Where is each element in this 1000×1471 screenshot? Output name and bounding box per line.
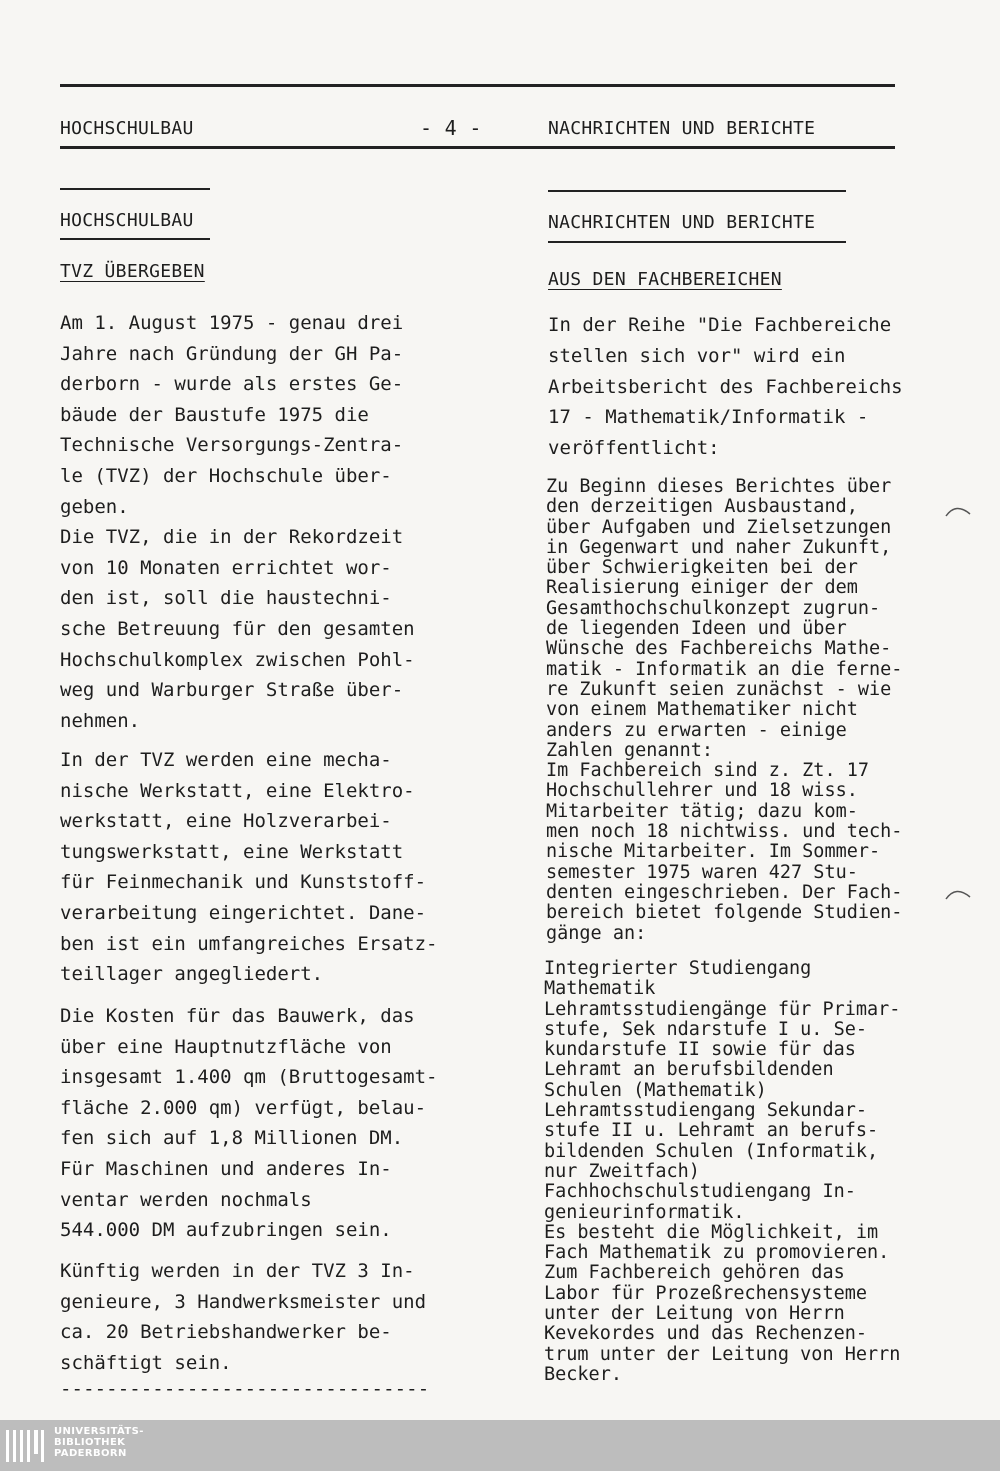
left-section-title: HOCHSCHULBAU <box>60 210 194 231</box>
left-paragraph-2 <box>60 745 438 990</box>
text-line: Schulen (Mathematik) <box>544 1079 767 1101</box>
text-line: denten eingeschrieben. Der Fach- <box>546 881 903 903</box>
text-line: genieurinformatik. <box>544 1201 745 1223</box>
text-line: ben ist ein umfangreiches Ersatz- <box>60 932 438 955</box>
text-line: Künftig werden in der TVZ 3 In- <box>60 1260 415 1282</box>
text-line: bildenden Schulen (Informatik, <box>544 1140 879 1162</box>
logo-line: BIBLIOTHEK <box>54 1437 126 1448</box>
header-bottom-rule <box>60 146 895 149</box>
header-left-title: HOCHSCHULBAU <box>60 118 194 139</box>
text-line: schäftigt sein. <box>60 1351 232 1374</box>
text-line: derborn - wurde als erstes Ge- <box>60 373 404 396</box>
text-line: genieure, 3 Handwerksmeister und <box>60 1290 427 1313</box>
text-line: Kevekordes und das Rechenzen- <box>544 1323 868 1345</box>
text-line: matik - Informatik an die ferne- <box>546 658 903 680</box>
text-line: nehmen. <box>60 709 141 732</box>
right-paragraph-2 <box>544 959 900 1385</box>
punch-hole-mark-top <box>944 500 974 520</box>
text-line: Für Maschinen und anderes In- <box>60 1157 392 1180</box>
text-line: unter der Leitung von Herrn <box>544 1303 845 1325</box>
text-line: de liegenden Ideen und über <box>546 618 847 640</box>
article-end-rule: -------------------------------- <box>60 1378 430 1400</box>
text-line: geben. <box>60 495 129 518</box>
text-line: nische Werkstatt, eine Elektro- <box>60 779 415 802</box>
right-section-title: NACHRICHTEN UND BERICHTE <box>548 212 816 233</box>
text-line: Lehramtsstudiengang Sekundar- <box>544 1100 868 1122</box>
text-line: tungswerkstatt, eine Werkstatt <box>60 840 404 863</box>
text-line: bäude der Baustufe 1975 die <box>60 403 369 426</box>
text-line: Realisierung einiger der dem <box>546 577 858 599</box>
right-paragraph-1 <box>546 477 902 944</box>
text-line: über Schwierigkeiten bei der <box>546 557 858 579</box>
text-line: insgesamt 1.400 qm (Bruttogesamt- <box>60 1066 438 1089</box>
text-line: trum unter der Leitung von Herrn <box>544 1343 901 1365</box>
text-line: Gesamthochschulkonzept zugrun- <box>546 597 881 619</box>
text-line: Integrierter Studiengang <box>544 958 812 979</box>
text-line: fläche 2.000 qm) verfügt, belau- <box>60 1096 427 1119</box>
text-line: verarbeitung eingerichtet. Dane- <box>60 901 427 924</box>
library-logo-text <box>54 1426 144 1459</box>
text-line: in Gegenwart und naher Zukunft, <box>546 536 892 558</box>
punch-hole-mark-bottom <box>944 883 974 903</box>
library-logo-icon <box>6 1428 46 1464</box>
text-line: veröffentlicht: <box>548 437 720 460</box>
text-line: ventar werden nochmals <box>60 1188 312 1211</box>
left-article-title: TVZ ÜBERGEBEN <box>60 261 205 282</box>
right-section-bottom-rule <box>548 241 846 243</box>
text-line: den ist, soll die haustechni- <box>60 587 392 610</box>
text-line: über Aufgaben und Zielsetzungen <box>546 516 892 538</box>
logo-line: UNIVERSITÄTS- <box>54 1426 144 1437</box>
text-line: sche Betreuung für den gesamten <box>60 617 415 640</box>
library-footer <box>0 1420 1000 1471</box>
text-line: Zum Fachbereich gehören das <box>544 1262 845 1284</box>
text-line: nische Mitarbeiter. Im Sommer- <box>546 841 881 863</box>
text-line: bereich bietet folgende Studien- <box>546 902 903 924</box>
text-line: Labor für Prozeßrechensysteme <box>544 1282 868 1304</box>
text-line: men noch 18 nichtwiss. und tech- <box>546 821 903 843</box>
header-top-rule <box>60 84 895 87</box>
right-intro <box>548 310 903 464</box>
left-section-top-rule <box>60 188 210 190</box>
right-article-title: AUS DEN FACHBEREICHEN <box>548 269 782 290</box>
text-line: Arbeitsbericht des Fachbereichs <box>548 375 903 398</box>
left-section-bottom-rule <box>60 238 210 240</box>
text-line: stellen sich vor" wird ein <box>548 344 846 367</box>
text-line: Die TVZ, die in der Rekordzeit <box>60 526 404 549</box>
text-line: nur Zweitfach) <box>544 1160 700 1182</box>
text-line: anders zu erwarten - einige <box>546 719 847 741</box>
text-line: von einem Mathematiker nicht <box>546 699 858 721</box>
page-number: - 4 - <box>420 116 482 140</box>
text-line: Hochschulkomplex zwischen Pohl- <box>60 648 415 671</box>
text-line: ca. 20 Betriebshandwerker be- <box>60 1321 392 1344</box>
text-line: Am 1. August 1975 - genau drei <box>60 312 404 334</box>
text-line: Zahlen genannt: <box>546 739 714 761</box>
text-line: über eine Hauptnutzfläche von <box>60 1035 392 1058</box>
text-line: Lehramtsstudiengänge für Primar- <box>544 998 901 1020</box>
left-paragraph-3 <box>60 1001 438 1246</box>
text-line: re Zukunft seien zunächst - wie <box>546 678 892 700</box>
right-section-top-rule <box>548 190 846 192</box>
text-line: Fach Mathematik zu promovieren. <box>544 1242 890 1264</box>
text-line: werkstatt, eine Holzverarbei- <box>60 810 392 833</box>
text-line: Es besteht die Möglichkeit, im <box>544 1221 879 1243</box>
text-line: stufe II u. Lehramt an berufs- <box>544 1120 879 1142</box>
text-line: Becker. <box>544 1363 622 1385</box>
text-line: Mitarbeiter tätig; dazu kom- <box>546 800 858 822</box>
text-line: 544.000 DM aufzubringen sein. <box>60 1219 392 1242</box>
text-line: Im Fachbereich sind z. Zt. 17 <box>546 760 870 782</box>
text-line: semester 1975 waren 427 Stu- <box>546 861 858 883</box>
text-line: Die Kosten für das Bauwerk, das <box>60 1005 415 1027</box>
text-line: Jahre nach Gründung der GH Pa- <box>60 342 404 365</box>
text-line: gänge an: <box>546 922 647 944</box>
text-line: le (TVZ) der Hochschule über- <box>60 464 392 487</box>
text-line: Mathematik <box>544 978 656 1000</box>
text-line: Fachhochschulstudiengang In- <box>544 1181 856 1203</box>
text-line: für Feinmechanik und Kunststoff- <box>60 871 427 894</box>
left-paragraph-4 <box>60 1256 426 1378</box>
text-line: fen sich auf 1,8 Millionen DM. <box>60 1127 404 1150</box>
text-line: weg und Warburger Straße über- <box>60 679 404 702</box>
text-line: teillager angegliedert. <box>60 963 324 986</box>
text-line: In der Reihe "Die Fachbereiche <box>548 314 892 336</box>
text-line: In der TVZ werden eine mecha- <box>60 749 392 771</box>
text-line: von 10 Monaten errichtet wor- <box>60 556 392 579</box>
logo-line: PADERBORN <box>54 1448 127 1459</box>
text-line: kundarstufe II sowie für das <box>544 1039 856 1061</box>
text-line: Hochschullehrer und 18 wiss. <box>546 780 858 802</box>
text-line: den derzeitigen Ausbaustand, <box>546 496 858 518</box>
text-line: Technische Versorgungs-Zentra- <box>60 434 404 457</box>
text-line: 17 - Mathematik/Informatik - <box>548 406 869 429</box>
left-paragraph-1 <box>60 308 415 736</box>
text-line: Wünsche des Fachbereichs Mathe- <box>546 638 892 660</box>
text-line: stufe, Sek ndarstufe I u. Se- <box>544 1018 868 1040</box>
header-right-title: NACHRICHTEN UND BERICHTE <box>548 118 816 139</box>
text-line: Lehramt an berufsbildenden <box>544 1059 834 1081</box>
text-line: Zu Beginn dieses Berichtes über <box>546 476 892 497</box>
